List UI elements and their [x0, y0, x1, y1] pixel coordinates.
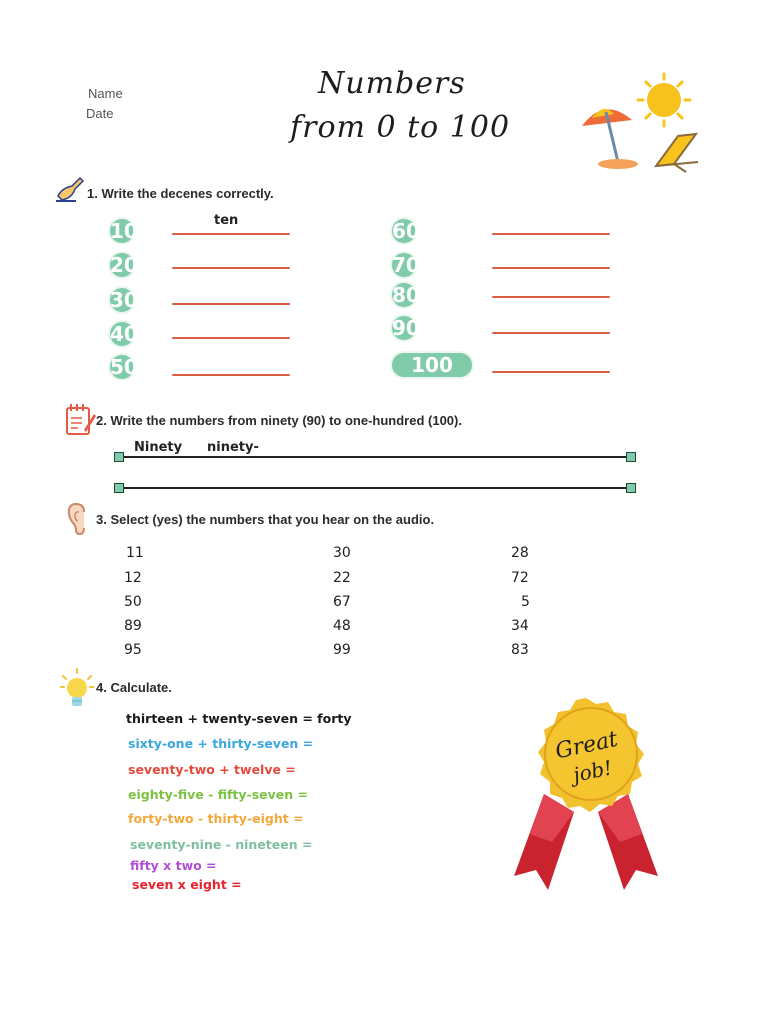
number-line-1-end-handle	[626, 452, 636, 462]
audio-number[interactable]: 50	[124, 594, 142, 610]
answer-line[interactable]	[492, 332, 610, 334]
lightbulb-icon	[60, 668, 94, 712]
audio-number[interactable]: 5	[521, 594, 530, 610]
digit: 100	[390, 351, 474, 379]
number-badge-50	[108, 353, 136, 381]
calc-line-6: seventy-nine - nineteen =	[130, 837, 313, 852]
example-word-ninety: Ninety	[134, 440, 183, 455]
badge-text-line1: Great	[553, 726, 621, 765]
calc-line-7: fifty x two =	[130, 858, 217, 873]
page-title-line1: Numbers	[318, 66, 466, 101]
number-badge-30	[108, 286, 136, 314]
digit: 80	[392, 283, 420, 307]
calc-line-4: eighty-five - fifty-seven =	[128, 787, 308, 802]
answer-line[interactable]	[172, 267, 290, 269]
answer-line[interactable]	[172, 233, 290, 235]
answer-line[interactable]	[172, 374, 290, 376]
digit: 40	[110, 322, 138, 346]
beach-illustration	[574, 68, 714, 178]
umbrella-icon	[582, 109, 638, 169]
digit: 30	[110, 288, 138, 312]
number-badge-70	[390, 251, 418, 279]
section3-heading: 3. Select (yes) the numbers that you hear on the audio.	[96, 512, 435, 527]
audio-number[interactable]: 67	[333, 594, 351, 610]
section2-heading: 2. Write the numbers from ninety (90) to one-hundred (100).	[96, 413, 462, 428]
number-badge-100	[390, 351, 474, 379]
great-job-badge	[508, 694, 664, 896]
name-label: Name	[88, 86, 123, 101]
audio-number[interactable]: 34	[511, 618, 529, 634]
badge-text-line2: job!	[570, 755, 615, 787]
answer-line[interactable]	[492, 233, 610, 235]
digit: 90	[392, 316, 420, 340]
calc-line-1: thirteen + twenty-seven = forty	[126, 711, 352, 726]
audio-number[interactable]: 11	[126, 545, 144, 561]
audio-number[interactable]: 72	[511, 570, 529, 586]
number-badge-10	[108, 217, 136, 245]
audio-number[interactable]: 12	[124, 570, 142, 586]
calc-line-2: sixty-one + thirty-seven =	[128, 736, 314, 751]
number-line-2-end-handle	[626, 483, 636, 493]
number-line-2	[119, 487, 631, 489]
section4-heading: 4. Calculate.	[96, 680, 172, 695]
answer-line[interactable]	[172, 303, 290, 305]
example-answer-ten: ten	[214, 213, 239, 228]
number-line-1-start-handle	[114, 452, 124, 462]
date-label: Date	[86, 106, 114, 121]
section1-heading: 1. Write the decenes correctly.	[87, 186, 274, 201]
number-line-1	[119, 456, 631, 458]
answer-line[interactable]	[492, 296, 610, 298]
number-badge-80	[390, 281, 418, 309]
audio-number[interactable]: 28	[511, 545, 529, 561]
audio-number[interactable]: 30	[333, 545, 351, 561]
audio-number[interactable]: 48	[333, 618, 351, 634]
calc-line-3: seventy-two + twelve =	[128, 762, 296, 777]
digit: 60	[392, 219, 420, 243]
calc-line-8: seven x eight =	[132, 877, 242, 892]
digit: 10	[110, 219, 138, 243]
sun-icon	[638, 74, 690, 126]
audio-number[interactable]: 83	[511, 642, 529, 658]
page-title-line2: from 0 to 100	[290, 110, 511, 145]
calc-line-5: forty-two - thirty-eight =	[128, 811, 304, 826]
audio-number[interactable]: 99	[333, 642, 351, 658]
ear-icon	[66, 502, 90, 536]
example-word-ninety-dash: ninety-	[207, 440, 259, 455]
beach-chair-icon	[656, 134, 698, 172]
digit: 70	[392, 253, 420, 277]
number-line-2-start-handle	[114, 483, 124, 493]
number-badge-90	[390, 314, 418, 342]
answer-line[interactable]	[172, 337, 290, 339]
number-badge-60	[390, 217, 418, 245]
number-badge-20	[108, 251, 136, 279]
number-badge-40	[108, 320, 136, 348]
audio-number[interactable]: 22	[333, 570, 351, 586]
notepad-icon	[64, 402, 96, 436]
audio-number[interactable]: 95	[124, 642, 142, 658]
writing-hand-icon	[54, 172, 86, 204]
answer-line[interactable]	[492, 267, 610, 269]
digit: 20	[110, 253, 138, 277]
audio-number[interactable]: 89	[124, 618, 142, 634]
digit: 50	[110, 355, 138, 379]
answer-line[interactable]	[492, 371, 610, 373]
